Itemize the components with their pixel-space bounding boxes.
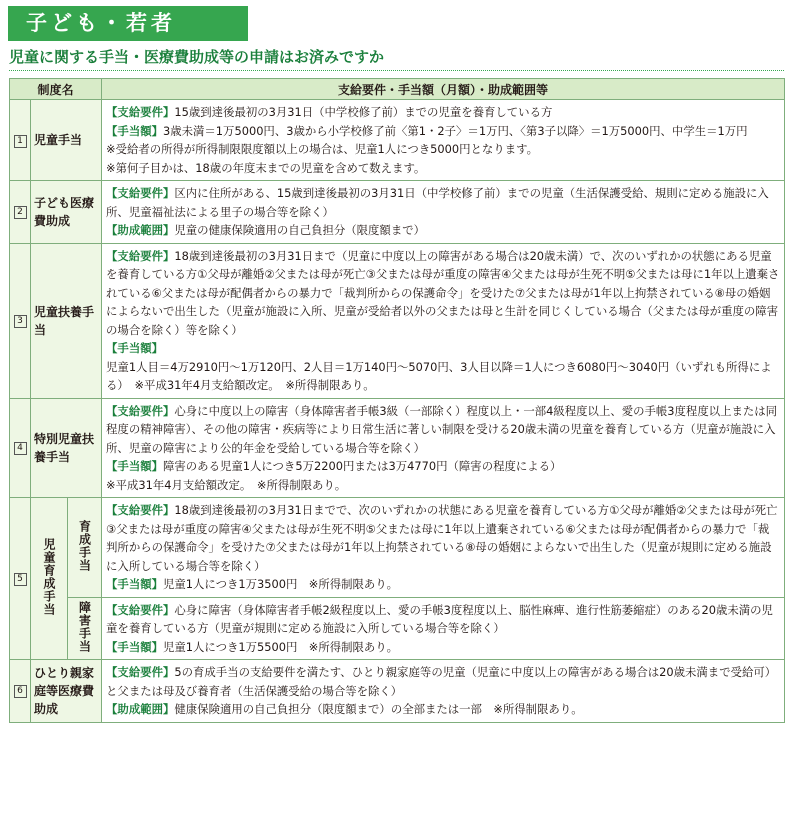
- row-number: 2: [10, 181, 31, 244]
- system-details: [102, 498, 785, 598]
- table-row: [10, 243, 785, 398]
- detail-label: 【支給要件】: [106, 186, 175, 200]
- detail-note: ※平成31年4月支給額改定。 ※所得制限あり。: [106, 477, 347, 492]
- detail-label: 【支給要件】: [106, 248, 175, 263]
- detail-text: 児童1人につき1万5500円 ※所得制限あり。: [163, 639, 399, 654]
- detail-text: 児童1人目＝4万2910円〜1万120円、2人目＝1万140円〜5070円、3人目以降＝1人につき6080円〜3040円（いずれも所得による） ※平成31年4月支給額改定。 ※所得制限あり。: [106, 359, 772, 392]
- table-row: [10, 660, 785, 723]
- detail-label: 【手当額】: [106, 459, 163, 473]
- system-name: 児童手当: [31, 100, 102, 181]
- benefits-table: [9, 78, 785, 723]
- system-name: ひとり親家庭等医療費助成: [31, 660, 102, 723]
- detail-text: 区内に住所がある、15歳到達後最初の3月31日（中学校修了前）までの児童（生活保護受給、規則に定める施設に入所、児童福祉法による里子の場合等を除く）: [106, 186, 769, 219]
- detail-note: ※受給者の所得が所得制限限度額以上の場合は、児童1人につき5000円となります。: [106, 142, 538, 156]
- row-number: 5: [10, 498, 31, 660]
- table-row: [10, 498, 785, 598]
- detail-text: 15歳到達後最初の3月31日（中学校修了前）までの児童を養育している方: [174, 105, 553, 119]
- system-name: 児童育成手当: [31, 498, 68, 660]
- table-header-row: [10, 79, 785, 100]
- detail-label: 【手当額】: [106, 123, 163, 138]
- detail-text: 18歳到達後最初の3月31日までで、次のいずれかの状態にある児童を養育している方①父母が離婚②父または母が死亡③父または母が重度の障害④父または母が生死不明⑤父または母に1年以上遺棄されている⑥父または母が配偶者からの暴力で「裁判所からの保護命令」を受けた⑦父または母が1年以上拘禁されている⑧母の婚姻によらないで出生した（児童が規則に定める施設に入所している場合等を除く）: [106, 503, 778, 573]
- detail-text: 心身に障害（身体障害者手帳2級程度以上、愛の手帳3度程度以上、脳性麻痺、進行性筋萎縮症）のある20歳未満の児童を養育している方（児童が規則に定める施設に入所している場合等を除く）: [106, 602, 773, 635]
- table-row: [10, 597, 785, 660]
- system-name: 特別児童扶養手当: [31, 398, 102, 498]
- detail-label: 【手当額】: [106, 341, 163, 355]
- detail-label: 【支給要件】: [106, 105, 175, 119]
- system-details: [102, 243, 785, 398]
- system-details: [102, 398, 785, 498]
- section-banner: 子ども・若者: [8, 6, 248, 41]
- subtitle-divider: [9, 70, 784, 71]
- system-details: [102, 660, 785, 723]
- system-details: [102, 597, 785, 660]
- detail-text: 健康保険適用の自己負担分（限度額まで）の全部または一部 ※所得制限あり。: [174, 702, 583, 716]
- detail-label: 【支給要件】: [106, 665, 175, 679]
- detail-label: 【助成範囲】: [106, 223, 175, 237]
- detail-label: 【手当額】: [106, 577, 163, 591]
- detail-text: 児童1人につき1万3500円 ※所得制限あり。: [163, 577, 399, 591]
- system-name: 子ども医療費助成: [31, 181, 102, 244]
- header-system-name: 制度名: [10, 79, 102, 100]
- table-row: [10, 181, 785, 244]
- detail-text: 障害のある児童1人につき5万2200円または3万4770円（障害の程度による）: [163, 459, 562, 473]
- row-number: 1: [10, 100, 31, 181]
- detail-note: ※第何子目かは、18歳の年度末までの児童を含めて数えます。: [106, 160, 426, 175]
- detail-text: 18歳到達後最初の3月31日まで（児童に中度以上の障害がある場合は20歳未満）で、次のいずれかの状態にある児童を養育している方①父母が離婚②父または母が死亡③父または母が重度の障害④父または母が生死不明⑤父または母に1年以上遺棄されている⑥父または母が配偶者からの暴力で「裁判所からの保護命令」を受けた⑦父または母が1年以上拘禁されている⑧母の婚姻によらないで出生した（児童が施設に入所、児童が受給者以外の父または母と生計を同じくしている場合（父または母が重度の障害の場合を除く）等を除く）: [106, 248, 780, 337]
- detail-label: 【助成範囲】: [106, 702, 175, 716]
- detail-label: 【支給要件】: [106, 403, 175, 418]
- detail-text: 5の育成手当の支給要件を満たす、ひとり親家庭等の児童（児童に中度以上の障害がある場合は20歳未満まで受給可）と父または母及び養育者（生活保護受給の場合等を除く）: [106, 665, 777, 698]
- sub-system-name: 育成手当: [68, 498, 102, 598]
- detail-text: 3歳未満＝1万5000円、3歳から小学校修了前〈第1・2子〉＝1万円、〈第3子以降〉＝1万5000円、中学生＝1万円: [163, 123, 748, 138]
- detail-label: 【支給要件】: [106, 602, 175, 617]
- table-row: [10, 100, 785, 181]
- detail-label: 【手当額】: [106, 639, 163, 654]
- row-number: 4: [10, 398, 31, 498]
- system-details: [102, 100, 785, 181]
- detail-label: 【支給要件】: [106, 503, 175, 517]
- detail-text: 心身に中度以上の障害（身体障害者手帳3級（一部除く）程度以上・一部4級程度以上、愛の手帳3度程度以上または同程度の精神障害）、その他の障害・疾病等により日常生活に著しい制限を受ける20歳未満の児童を養育している方（児童が施設に入所、児童の障害により公的年金を受給している場合等を除く）: [106, 403, 778, 455]
- system-details: [102, 181, 785, 244]
- header-details: 支給要件・手当額（月額）・助成範囲等: [102, 79, 785, 100]
- sub-system-name: 障害手当: [68, 597, 102, 660]
- row-number: 6: [10, 660, 31, 723]
- system-name: 児童扶養手当: [31, 243, 102, 398]
- table-row: [10, 398, 785, 498]
- detail-text: 児童の健康保険適用の自己負担分（限度額まで）: [174, 223, 425, 237]
- page-subtitle: 児童に関する手当・医療費助成等の申請はお済みですか: [9, 48, 385, 66]
- row-number: 3: [10, 243, 31, 398]
